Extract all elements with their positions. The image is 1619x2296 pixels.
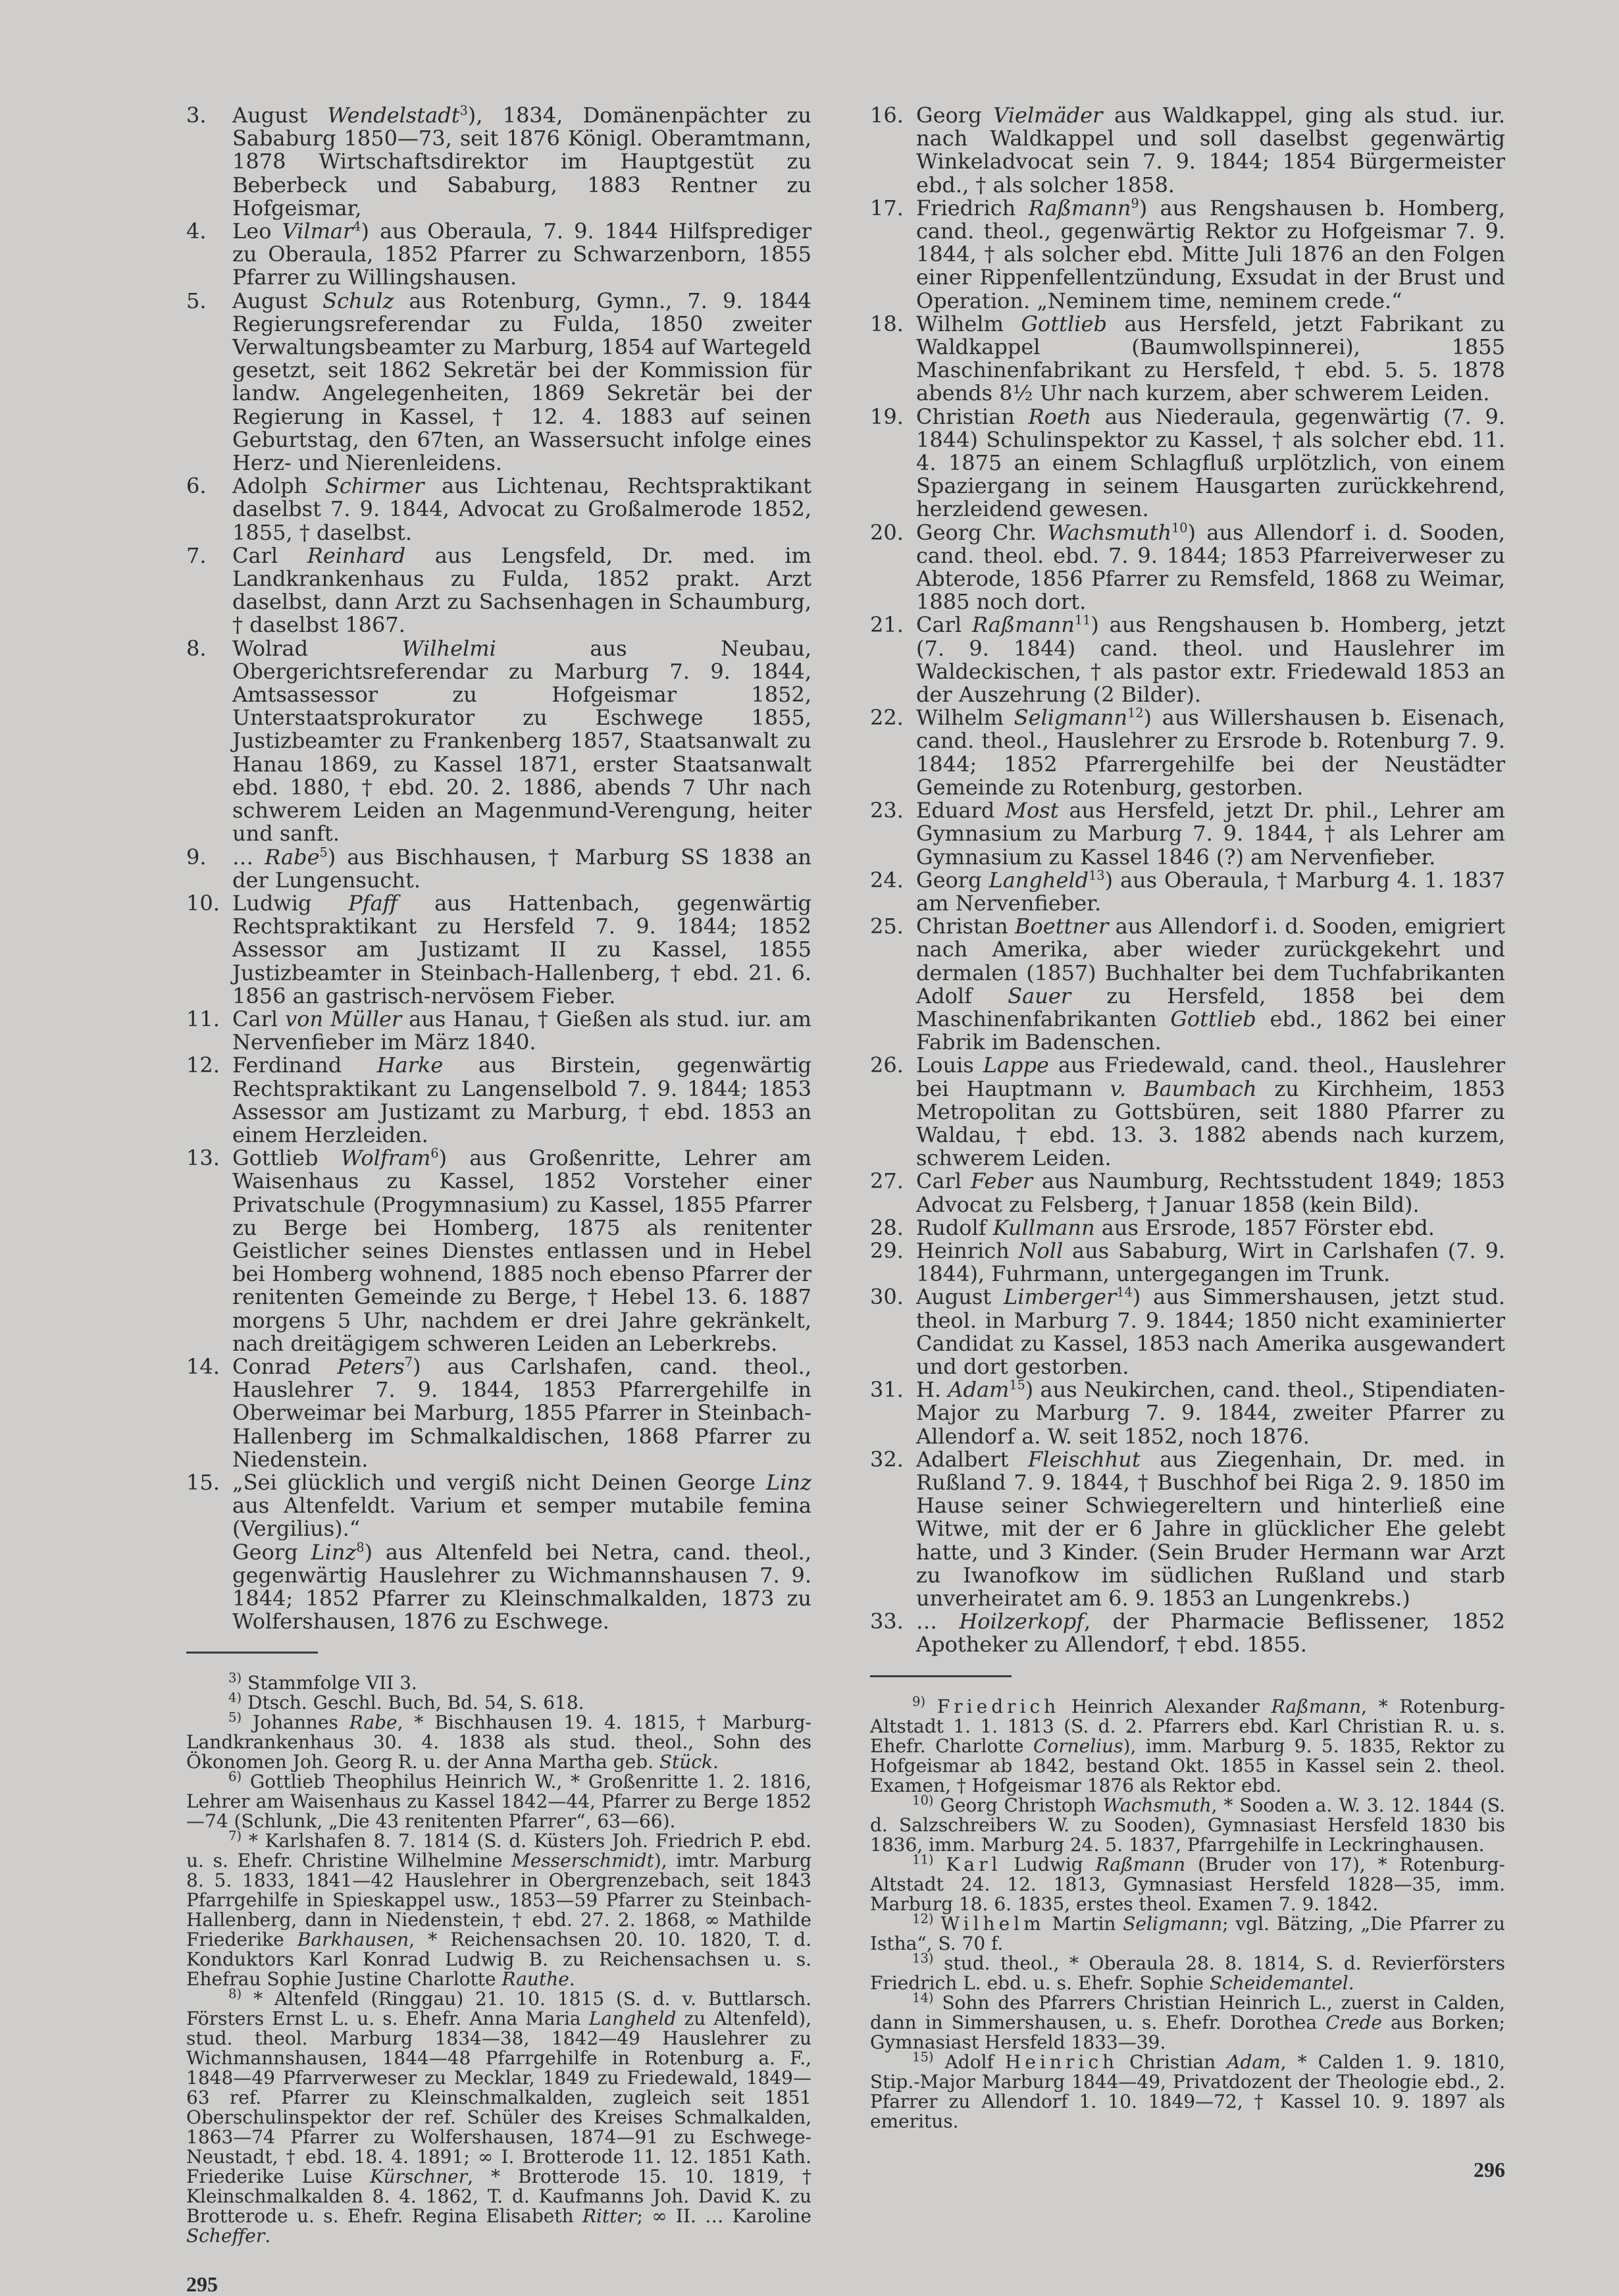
text-run: ) aus Allendorf i. d. Sooden, cand. theol. ebd. 7. 9. 1844; 1853 Pfarreiverweser zu Abterode, 1856 Pfarrer zu Remsfeld, 1868 zu Weimar, 1885 noch dort. — [916, 519, 1506, 615]
text-run: aus Niederaula, gegenwärtig (7. 9. 1844) Schulinspektor zu Kassel, † als solcher ebd. 11. 4. 1875 an einem Schlagfluß urplötzlich, von einem Spaziergang in seinem Hausgarten zurückkehrend, herzleidend gewesen. — [916, 404, 1506, 522]
text-run: Louis — [916, 1053, 983, 1078]
footnote-number: 14) — [912, 1990, 934, 2006]
text-run: aus Altenfeldt. Varium et semper mutabile femina (Vergilius).“ — [232, 1493, 811, 1542]
text-run: Christian — [1118, 2050, 1227, 2073]
text-run: aus Hersfeld, jetzt Fabrikant zu Waldkappel (Baumwollspinnerei), 1855 Maschinenfabrikant zu Hersfeld, † ebd. 5. 5. 1878 abends 8½ Uhr nach kurzem, aber schwerem Leiden. — [916, 311, 1506, 406]
entry-number: 33. — [870, 1609, 904, 1634]
text-run: Adolf — [933, 2050, 1006, 2073]
text-run: August — [232, 288, 323, 313]
text-run: Carl — [232, 542, 307, 568]
footnote-number: 5) — [228, 1710, 242, 1726]
left-page — [186, 104, 811, 2296]
list-item — [870, 521, 1505, 614]
surname: Cornelius — [1033, 1735, 1123, 1757]
text-run: Sohn des Pfarrers Christian Heinrich L., zuerst in Calden, dann in Simmershausen, u. s. Ehefr. Dorothea — [870, 1991, 1505, 2033]
text-run: Conrad — [232, 1353, 338, 1379]
entry-number: 26. — [870, 1053, 904, 1078]
text-run — [934, 1854, 946, 1875]
list-item — [186, 1008, 811, 1054]
text-run: ) aus Bischhausen, † Marburg SS 1838 an der Lungensucht. — [232, 844, 812, 893]
text-run: ) aus Rengshausen b. Homberg, cand. theol., gegenwärtig Rektor zu Hofgeismar 7. 9. 1844, † als solcher ebd. Mitte Juli 1876 an den Folgen einer Rippenfellentzündung, Exsudat in der Brust und Operation. „Neminem time, neminem crede.“ — [916, 195, 1506, 313]
footnote-ref: 12 — [1127, 705, 1144, 721]
spaced-name: Heinrich — [1005, 2050, 1119, 2073]
text-run: Georg — [232, 1539, 311, 1565]
entry-number: 21. — [870, 612, 904, 638]
text-run — [934, 1913, 941, 1935]
entry-number: 15. — [186, 1469, 220, 1495]
text-run: Georg Christoph — [933, 1794, 1103, 1816]
footnote — [186, 1989, 811, 2246]
footnote-ref: 14 — [1116, 1284, 1133, 1300]
footnote — [870, 1990, 1505, 2053]
text-run: ) aus Großenritte, Lehrer am Waisenhaus zu Kassel, 1852 Vorsteher einer Privatschule (Progymnasium) zu Kassel, 1855 Pfarrer zu Berge bei Homberg, 1875 als renitenter Geistlicher seines Dienstes entlassen und in Hebel bei Homberg wohnend, 1885 noch ebenso Pfarrer der renitenten Gemeinde zu Berge, † Hebel 13. 6. 1887 morgens 5 Uhr, nachdem er drei Jahre gekränkelt, nach dreitägigem schweren Leiden an Leberkrebs. — [232, 1145, 812, 1356]
text-run: zu Hersfeld, 1858 bei dem Maschinenfabrikanten — [916, 983, 1506, 1031]
text-run: ; ∞ II. … Karoline — [636, 2205, 811, 2228]
text-run: aus Sababurg, Wirt in Carlshafen (7. 9. 1844), Fuhrmann, untergegangen im Trunk. — [916, 1238, 1506, 1287]
footnote — [186, 1769, 811, 1833]
footnote-ref: 8 — [356, 1539, 365, 1555]
surname: Lappe — [983, 1053, 1049, 1078]
text-run: * Karlshafen 8. 7. 1814 (S. d. Küsters Joh. Friedrich P. ebd. u. s. Ehefr. Christine Wilhelmine — [186, 1830, 811, 1872]
right-column-entries — [870, 104, 1505, 1657]
entry-number: 17. — [870, 195, 904, 221]
surname: Rabe — [265, 844, 320, 870]
list-item — [186, 1147, 811, 1355]
list-item — [186, 892, 811, 1008]
entry-number: 9. — [186, 844, 207, 870]
footnote — [186, 1831, 811, 1989]
text-run: aus Hersfeld, jetzt Dr. phil., Lehrer am Gymnasium zu Marburg 7. 9. 1844, † als Lehrer am Gymnasium zu Kassel 1846 (?) am Nervenfieber. — [916, 798, 1506, 870]
text-run: aus Naumburg, Rechtsstudent 1849; 1853 Advocat zu Felsberg, † Januar 1858 (kein Bild). — [916, 1168, 1506, 1217]
footnote — [186, 1673, 811, 1693]
footnote — [186, 1710, 811, 1773]
text-run: … — [232, 844, 265, 870]
entry-number: 20. — [870, 519, 904, 545]
list-item — [870, 1448, 1505, 1610]
surname: Raßmann — [1028, 195, 1131, 221]
text-run: Rudolf — [916, 1214, 993, 1240]
text-run: ; vgl. Bätzing, „Die Pfarrer zu Istha“, S. 70 f. — [870, 1912, 1505, 1954]
list-item — [186, 1541, 811, 1634]
text-run: , der Pharmacie Beflissener, 1852 Apotheker zu Allendorf, † ebd. 1855. — [916, 1609, 1506, 1657]
footnote — [870, 1694, 1505, 1796]
surname: Peters — [337, 1353, 405, 1379]
text-run: aus Lengsfeld, Dr. med. im Landkrankenhaus zu Fulda, 1852 prakt. Arzt daselbst, dann Arzt zu Sachsenhagen in Schaumburg, † daselbst 1867. — [232, 542, 812, 638]
entry-number: 31. — [870, 1377, 904, 1403]
text-run: * Altenfeld (Ringgau) 21. 10. 1815 (S. d. v. Buttlarsch. Försters Ernst L. u. s. Ehefr. Anna Maria — [186, 1988, 811, 2030]
surname: Pfaff — [348, 890, 398, 916]
surname: Rabe — [349, 1711, 398, 1734]
footnote-number: 3) — [228, 1671, 242, 1686]
surname: Feber — [970, 1168, 1033, 1194]
text-run: Friedrich — [916, 195, 1029, 221]
list-item — [870, 1054, 1505, 1170]
footnote-number: 15) — [912, 2049, 934, 2065]
list-item — [186, 1355, 811, 1471]
list-item — [870, 197, 1505, 313]
surname: Fleischhut — [1028, 1446, 1141, 1472]
left-column-entries — [186, 104, 811, 1633]
footnote-ref: 9 — [1131, 196, 1139, 211]
list-item — [870, 1610, 1505, 1656]
footnote-number: 11) — [912, 1852, 934, 1867]
text-run: aus Hanau, † Gießen als stud. iur. am Nervenfieber im März 1840. — [232, 1006, 812, 1055]
entry-number: 25. — [870, 914, 904, 939]
surname: Wachsmuth — [1047, 519, 1172, 545]
text-run: . — [713, 1751, 719, 1773]
page-number-left: 295 — [186, 2272, 218, 2296]
entry-number: 28. — [870, 1214, 904, 1240]
surname: Hoilzerkopf — [959, 1609, 1085, 1634]
footnote-number: 7) — [228, 1829, 242, 1844]
entry-number: 14. — [186, 1353, 220, 1379]
text-run: aus Neubau, Obergerichtsreferendar zu Marburg 7. 9. 1844, Amtsassessor zu Hofgeismar 1852, Unterstaatsprokurator zu Eschwege 1855, Justizbeamter zu Frankenberg 1857, Staatsanwalt zu Hanau 1869, zu Kassel 1871, erster Staatsanwalt ebd. 1880, † ebd. 20. 2. 1886, abends 7 Uhr nach schwerem Leiden an Magenmund-Verengung, heiter und sanft. — [232, 635, 812, 847]
text-run: Adolph — [232, 473, 325, 499]
surname: Roeth — [1028, 404, 1092, 429]
surname: Harke — [376, 1053, 444, 1078]
footnote-ref: 5 — [319, 844, 328, 860]
text-run: aus Waldkappel, ging als stud. iur. nach Waldkappel und soll daselbst gegenwärtig Winkeladvocat sein 7. 9. 1844; 1854 Bürgermeister ebd., † als solcher 1858. — [916, 103, 1506, 197]
text-run: Christan — [916, 914, 1015, 939]
surname: Raßmann — [1095, 1853, 1186, 1875]
footnote-number: 6) — [228, 1769, 242, 1785]
surname: Seligmann — [1014, 705, 1128, 731]
list-item — [870, 313, 1505, 405]
entry-number: 6. — [186, 473, 207, 499]
surname: Adam — [948, 1377, 1010, 1403]
spaced-name: Wilhelm — [940, 1912, 1045, 1935]
text-run: aus Birstein, gegenwärtig Rechtspraktikant zu Langenselbold 7. 9. 1844; 1853 Assessor am Justizamt zu Marburg, † ebd. 1853 an einem Herzleiden. — [232, 1053, 812, 1147]
footnote-number: 4) — [228, 1690, 242, 1706]
list-item — [186, 637, 811, 846]
entry-number: 23. — [870, 798, 904, 823]
text-run: (Bruder von 17), * Rotenburg-Altstadt 24. 12. 1813, Gymnasiast Hersfeld 1828—35, imm. Marburg 18. 6. 1835, erstes theol. Examen 7. 9. 1842. — [870, 1853, 1506, 1915]
text-run: . — [569, 1968, 575, 1991]
list-item — [870, 1286, 1505, 1378]
footnote — [870, 1950, 1505, 1994]
list-item — [870, 915, 1505, 1054]
surname: Crede — [1325, 2011, 1382, 2033]
text-run: aus Lichtenau, Rechtspraktikant daselbst 7. 9. 1844, Advocat zu Großalmerode 1852, 1855, † daselbst. — [232, 473, 812, 545]
footnote — [870, 1852, 1506, 1915]
list-item — [186, 1471, 811, 1541]
footnote — [186, 1690, 811, 1714]
text-run: Heinrich — [916, 1238, 1019, 1263]
text-run: ), imm. Marburg 9. 5. 1835, Rektor zu Hofgeismar ab 1842, bestand Okt. 1855 in Kassel sein 2. theol. Examen, † Hofgeismar 1876 als Rektor ebd. — [870, 1735, 1505, 1796]
surname: Gottlieb — [1021, 311, 1107, 336]
footnote — [870, 1792, 1505, 1856]
text-run: ebd., 1862 bei einer Fabrik im Badenschen. — [916, 1006, 1505, 1055]
footnote-ref: 11 — [1074, 612, 1091, 628]
text-run: Ludwig — [232, 890, 349, 916]
surname: Vielmäder — [993, 103, 1103, 128]
surname: Stück — [659, 1751, 713, 1773]
text-run: ) aus Carlshafen, cand. theol., Hauslehrer 7. 9. 1844, 1853 Pfarrergehilfe in Oberweimar bei Marburg, 1855 Pfarrer in Steinbach-Hallenberg im Schmalkaldischen, 1868 Pfarrer zu Niedenstein. — [232, 1353, 812, 1472]
text-run: aus Ersrode, 1857 Förster ebd. — [1094, 1214, 1435, 1240]
surname: Limberger — [1004, 1284, 1117, 1310]
text-run: zu Kirchheim, 1853 Metropolitan zu Gottsbüren, seit 1880 Pfarrer zu Waldau, † ebd. 13. 3. 1882 abends nach kurzem, schwerem Leiden. — [916, 1076, 1505, 1171]
text-run: Ludwig — [1001, 1853, 1096, 1875]
surname: v. Baumbach — [1110, 1076, 1257, 1101]
surname: Sauer — [1008, 983, 1071, 1008]
surname: Vilmar — [282, 219, 353, 244]
footnote-ref: 13 — [1089, 868, 1105, 883]
footnote-ref: 3 — [459, 103, 468, 118]
text-run: , * Calden 1. 9. 1810, Stip.-Major Marburg 1844—49, Privatdozent der Theologie ebd., 2. Pfarrer zu Allendorf 1. 10. 1849—72, † Kassel 10. 9. 1897 als emeritus. — [870, 2050, 1506, 2132]
entry-number: 4. — [186, 219, 207, 244]
entry-number: 12. — [186, 1053, 220, 1078]
left-footnotes — [186, 1673, 811, 2246]
footnote-ref: 7 — [404, 1354, 413, 1370]
entry-number: 8. — [186, 635, 207, 661]
text-run: , * Bischhausen 19. 4. 1815, † Marburg-Landkrankenhaus 30. 4. 1838 als stud. theol., Sohn des Ökonomen Joh. Georg R. u. der Anna Martha geb. — [186, 1711, 811, 1773]
list-item — [870, 1239, 1505, 1286]
text-run: , * Rotenburg-Altstadt 1. 1. 1813 (S. d. 2. Pfarrers ebd. Karl Christian R. u. s. Ehefr. Charlotte — [870, 1695, 1505, 1757]
list-item — [186, 475, 811, 544]
text-run: Carl — [916, 1168, 971, 1194]
page-number-right: 296 — [1474, 2157, 1505, 2181]
text-run: Eduard — [916, 798, 1006, 823]
footnote-number: 12) — [912, 1911, 934, 1927]
text-run: Heinrich Alexander — [1060, 1695, 1272, 1717]
surname: Langheld — [588, 2008, 677, 2030]
right-page — [870, 104, 1505, 2181]
text-run: Georg Chr. — [916, 519, 1048, 545]
entry-number: 7. — [186, 542, 207, 568]
footnote-divider-right — [870, 1675, 1012, 1677]
text-run: Christian — [916, 404, 1029, 429]
list-item — [870, 706, 1505, 799]
text-run: August — [916, 1284, 1004, 1310]
list-item — [186, 544, 811, 637]
surname: Adam — [1227, 2050, 1281, 2073]
surname: Linz — [311, 1539, 357, 1565]
spaced-name: Friedrich — [937, 1695, 1060, 1717]
footnote — [870, 2049, 1506, 2132]
text-run: Johannes — [242, 1711, 349, 1734]
list-item — [186, 290, 811, 475]
text-run: Leo — [232, 219, 282, 244]
list-item — [870, 799, 1505, 869]
text-run: Gottlieb Theophilus Heinrich W., * Großenritte 1. 2. 1816, Lehrer am Waisenhaus zu Kassel 1842—44, Pfarrer zu Berge 1852—74 (Schlunk, „Die 43 renitenten Pfarrer“, 63—66). — [186, 1771, 811, 1833]
footnote-ref: 4 — [353, 219, 361, 234]
surname: Most — [1005, 798, 1059, 823]
footnote-ref: 15 — [1009, 1377, 1025, 1393]
surname: Wachsmuth — [1102, 1794, 1212, 1816]
text-run — [925, 1696, 937, 1717]
entry-number: 19. — [870, 404, 904, 429]
surname: Messerschmidt — [511, 1850, 654, 1872]
text-run: , * Reichensachsen 20. 10. 1820, T. d. Konduktors Karl Konrad Ludwig B. zu Reichensachsen u. s. Ehefrau Sophie Justine Charlotte — [186, 1929, 812, 1991]
surname: Boettner — [1014, 914, 1109, 939]
list-item — [186, 846, 811, 892]
footnote-number: 13) — [912, 1950, 934, 1966]
entry-number: 30. — [870, 1284, 904, 1310]
text-run: Martin — [1044, 1912, 1123, 1935]
text-run: ) aus Oberaula, 7. 9. 1844 Hilfsprediger zu Oberaula, 1852 Pfarrer zu Schwarzenborn, 1855 Pfarrer zu Willingshausen. — [232, 219, 812, 290]
list-item — [870, 1378, 1505, 1448]
text-run: Georg — [916, 867, 989, 893]
text-run: aus Friedewald, cand. theol., Hauslehrer bei Hauptmann — [916, 1053, 1506, 1101]
entry-number: 24. — [870, 867, 904, 893]
text-run: Wolrad — [232, 635, 402, 661]
entry-number: 13. — [186, 1145, 220, 1171]
surname: Langheld — [989, 867, 1089, 893]
entry-number: 32. — [870, 1446, 904, 1472]
entry-number: 10. — [186, 890, 220, 916]
list-item — [870, 613, 1505, 706]
text-run: . — [265, 2225, 271, 2247]
surname: Raßmann — [971, 612, 1075, 638]
entry-number: 29. — [870, 1238, 904, 1263]
spaced-name: Karl — [946, 1853, 1002, 1875]
text-run: ), imtr. Marburg 8. 5. 1833, 1841—42 Hauslehrer in Obergrenzebach, seit 1843 Pfarrgehilfe in Spieskappel usw., 1853—59 Pfarrer zu Steinbach-Hallenberg, dann in Niedenstein, † ebd. 27. 2. 1868, ∞ Mathilde Friederike — [186, 1850, 811, 1951]
text-run: H. — [916, 1377, 948, 1403]
surname: Raßmann — [1271, 1695, 1362, 1717]
text-run: ) aus Neukirchen, cand. theol., Stipendiaten-Major zu Marburg 7. 9. 1844, zweiter Pfarrer zu Allendorf a. W. seit 1852, noch 1876. — [916, 1377, 1505, 1449]
footnote — [870, 1911, 1505, 1954]
text-run: aus Rotenburg, Gymn., 7. 9. 1844 Regierungsreferendar zu Fulda, 1850 zweiter Verwaltungsbeamter zu Marburg, 1854 auf Wartegeld gesetzt, seit 1862 Sekretär bei der Kommission für landw. Angelegenheiten, 1869 Sekretär bei der Regierung in Kassel, † 12. 4. 1883 auf seinen Geburtstag, den 67ten, an Wassersucht infolge eines Herz- und Nierenleidens. — [232, 288, 812, 476]
text-run: ) aus Simmershausen, jetzt stud. theol. in Marburg 7. 9. 1844; 1850 nicht examinierter Candidat zu Kassel, 1853 nach Amerika ausgewandert und dort gestorben. — [916, 1284, 1506, 1379]
text-run: Georg — [916, 103, 994, 128]
entry-number: 3. — [186, 103, 207, 128]
list-item — [186, 104, 811, 220]
text-run: Wilhelm — [916, 705, 1014, 731]
surname: von Müller — [285, 1006, 402, 1031]
list-item — [870, 1216, 1505, 1239]
right-footnotes — [870, 1694, 1506, 2132]
text-run: August — [232, 103, 328, 128]
text-run: Stammfolge VII 3. — [242, 1672, 417, 1694]
footnote-divider-left — [186, 1652, 318, 1654]
surname: Rauthe — [501, 1968, 569, 1991]
list-item — [870, 869, 1505, 915]
entry-number: 27. — [870, 1168, 904, 1194]
surname: Schulz — [322, 288, 394, 313]
surname: Seligmann — [1123, 1912, 1223, 1935]
footnote-number: 8) — [228, 1987, 242, 2002]
footnote-number: 9) — [912, 1694, 926, 1709]
text-run: , * Sooden a. W. 3. 12. 1844 (S. d. Salzschreibers W. zu Sooden), Gymnasiast Hersfeld 1830 bis 1836, imm. Marburg 24. 5. 1837, Pfarrgehilfe in Leckringhausen. — [870, 1794, 1505, 1856]
footnote-ref: 6 — [430, 1145, 439, 1161]
footnote-ref: 10 — [1171, 520, 1188, 535]
text-run: aus Ziegenhain, Dr. med. in Rußland 7. 9. 1844, † Buschhof bei Riga 2. 9. 1850 im Hause seiner Schwiegereltern und hinterließ eine Witwe, mit der er 6 Jahre in glücklicher Ehe gelebt hatte, und 3 Kinder. (Sein Bruder Hermann war Arzt zu Iwanofkow im südlichen Rußland und starb unverheiratet am 6. 9. 1853 an Lungenkrebs.) — [916, 1446, 1506, 1611]
text-run: Wilhelm — [916, 311, 1021, 336]
entry-number: 16. — [870, 103, 904, 128]
text-run: Gottlieb — [232, 1145, 341, 1171]
surname: Wilhelmi — [401, 635, 496, 661]
entry-number: 22. — [870, 705, 904, 731]
surname: Gottlieb — [1170, 1006, 1256, 1031]
text-run: „Sei glücklich und vergiß nicht Deinen George — [232, 1469, 767, 1495]
surname: Kullmann — [992, 1214, 1095, 1240]
list-item — [870, 104, 1505, 197]
surname: Scheidemantel — [1209, 1971, 1349, 1994]
entry-number: 5. — [186, 288, 207, 313]
surname: Noll — [1018, 1238, 1064, 1263]
list-item — [870, 1170, 1505, 1216]
list-item — [186, 220, 811, 290]
entry-number: 18. — [870, 311, 904, 336]
surname: Barkhausen — [297, 1929, 409, 1951]
text-run: ) aus Rengshausen b. Homberg, jetzt (7. 9. 1844) cand. theol. und Hauslehrer im Waldeckischen, † als pastor extr. Friedewald 1853 an der Auszehrung (2 Bilder). — [916, 612, 1506, 708]
surname: Scheffer — [186, 2225, 265, 2247]
surname: Reinhard — [307, 542, 406, 568]
text-run: ) aus Willershausen b. Eisenach, cand. theol., Hauslehrer zu Ersrode b. Rotenburg 7. 9. 1844; 1852 Pfarrergehilfe bei der Neustädter Gemeinde zu Rotenburg, gestorben. — [916, 705, 1506, 800]
surname: Schirmer — [324, 473, 424, 499]
text-run: ), 1834, Domänenpächter zu Sababurg 1850—73, seit 1876 Königl. Oberamtmann, 1878 Wirtschaftsdirektor im Hauptgestüt zu Beberbeck und Sababurg, 1883 Rentner zu Hofgeismar, — [232, 103, 812, 221]
text-run: , * Brotterode 15. 10. 1819, † Kleinschmalkalden 8. 4. 1862, T. d. Kaufmanns Joh. David K. zu Brotterode u. s. Ehefr. Regina Elisabeth — [186, 2166, 812, 2228]
text-run: … — [916, 1609, 960, 1634]
text-run: aus Borken; Gymnasiast Hersfeld 1833—39. — [870, 2011, 1505, 2053]
text-run: Ferdinand — [232, 1053, 377, 1078]
text-run: aus Hattenbach, gegenwärtig Rechtspraktikant zu Hersfeld 7. 9. 1844; 1852 Assessor am Justizamt II zu Kassel, 1855 Justizbeamter in Steinbach-Hallenberg, † ebd. 21. 6. 1856 an gastrisch-nervösem Fieber. — [232, 890, 811, 1008]
text-run: stud. theol., * Oberaula 28. 8. 1814, S. d. Revierförsters Friedrich L. ebd. u. s. Ehefr. Sophie — [870, 1952, 1505, 1994]
text-run: Carl — [916, 612, 972, 638]
surname: Kürschner — [370, 2166, 468, 2188]
text-run: Adalbert — [916, 1446, 1029, 1472]
surname: Wolfram — [340, 1145, 431, 1171]
text-run: Dtsch. Geschl. Buch, Bd. 54, S. 618. — [242, 1692, 584, 1714]
surname: Linz — [766, 1469, 811, 1495]
list-item — [186, 1054, 811, 1147]
text-run: ) aus Altenfeld bei Netra, cand. theol., gegenwärtig Hauslehrer zu Wichmannshausen 7. 9. 1844; 1852 Pfarrer zu Kleinschmalkalden, 1873 zu Wolfershausen, 1876 zu Eschwege. — [232, 1539, 812, 1634]
surname: Ritter — [582, 2205, 637, 2228]
entry-number: 11. — [186, 1006, 220, 1031]
surname: Wendelstadt — [327, 103, 460, 128]
text-run: ) aus Oberaula, † Marburg 4. 1. 1837 am Nervenfieber. — [916, 867, 1506, 916]
list-item — [870, 405, 1505, 521]
text-run: . — [1348, 1971, 1354, 1994]
text-run: aus Allendorf i. d. Sooden, emigriert nach Amerika, aber wieder zurückgekehrt und dermalen (1857) Buchhalter bei dem Tuchfabrikanten Adolf — [916, 914, 1506, 1008]
text-run: Carl — [232, 1006, 286, 1031]
text-run: zu Altenfeld), stud. theol. Marburg 1834—38, 1842—49 Hauslehrer zu Wichmannshausen, 1844—48 Pfarrgehilfe in Rotenburg a. F., 1848—49 Pfarrverweser zu Mecklar, 1849 zu Friedewald, 1849—63 ref. Pfarrer zu Kleinschmalkalden, zugleich seit 1851 Oberschulinspektor der ref. Schüler des Kreises Schmalkalden, 1863—74 Pfarrer zu Wolfershausen, 1874—91 zu Eschwege-Neustadt, † ebd. 18. 4. 1891; ∞ I. Brotterode 11. 12. 1851 Kath. Friederike Luise — [186, 2008, 811, 2188]
footnote-number: 10) — [912, 1792, 934, 1808]
